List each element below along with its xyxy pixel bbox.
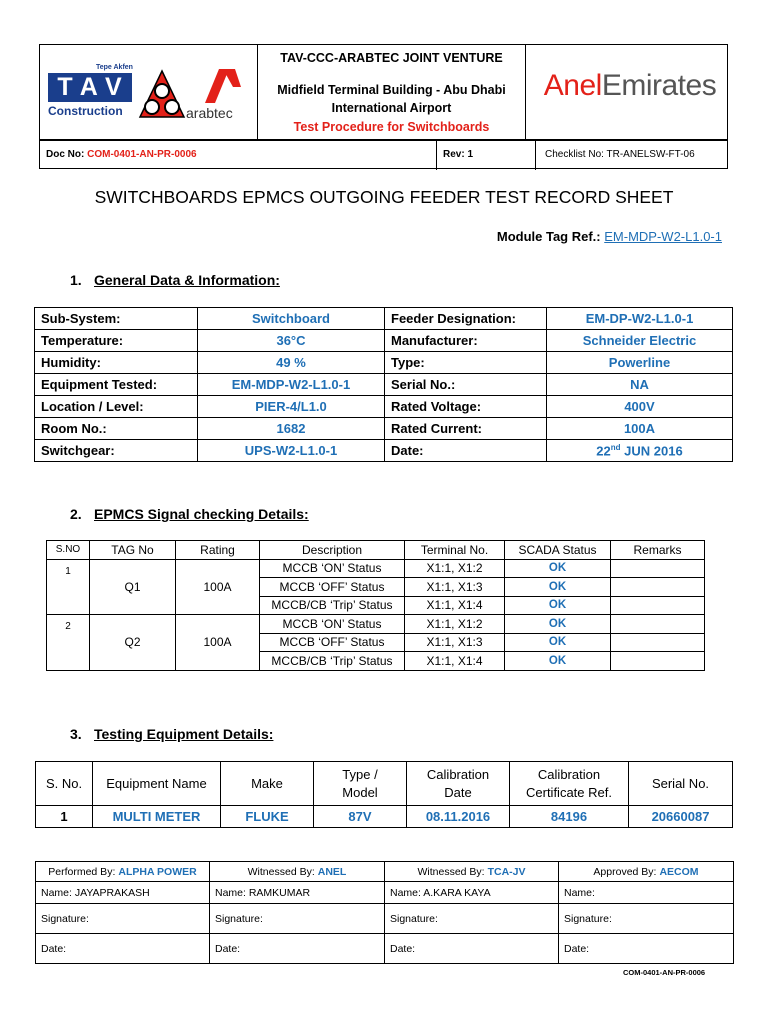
column-header — [221, 762, 314, 806]
column-header-line1: S. No. — [45, 775, 83, 791]
field-label: Rated Current: — [385, 418, 547, 440]
signoff-party: ANEL — [317, 865, 347, 878]
tag-cell: Q1 — [90, 559, 176, 615]
general-data-row — [35, 330, 733, 352]
column-header-line2: Model — [342, 784, 378, 800]
signal-row — [47, 559, 705, 578]
column-header: S.NO — [47, 541, 90, 560]
doc-number-value: COM-0401-AN-PR-0006 — [87, 149, 197, 160]
section-1-heading — [70, 272, 280, 288]
column-header — [629, 762, 733, 806]
field-label: Location / Level: — [35, 396, 198, 418]
equipment-row — [36, 806, 733, 828]
field-label: Humidity: — [35, 352, 198, 374]
column-header — [510, 762, 629, 806]
arabtec-logo-text: arabtec — [186, 105, 233, 121]
description-cell: MCCB ‘OFF’ Status — [260, 578, 405, 597]
signal-row — [47, 615, 705, 634]
field-value: 100A — [547, 418, 733, 440]
general-data-row — [35, 374, 733, 396]
field-value: EM-DP-W2-L1.0-1 — [547, 308, 733, 330]
scada-status-cell: OK — [505, 596, 611, 615]
terminal-cell: X1:1, X1:2 — [405, 559, 505, 578]
general-data-row — [35, 440, 733, 462]
terminal-cell: X1:1, X1:3 — [405, 578, 505, 597]
signature-field: Signature: — [559, 904, 734, 934]
module-tag-value: EM-MDP-W2-L1.0-1 — [604, 229, 722, 244]
date-field: Date: — [36, 934, 210, 964]
column-header-line1: Calibration — [426, 766, 490, 782]
signature-field: Signature: — [385, 904, 559, 934]
equipment-table-header — [36, 762, 733, 806]
equipment-cell: 87V — [314, 806, 407, 828]
tag-cell: Q2 — [90, 615, 176, 671]
procedure-title: Test Procedure for Switchboards — [293, 120, 490, 134]
column-header — [314, 762, 407, 806]
date-day: 22 — [596, 443, 611, 459]
section-3-heading — [70, 726, 273, 742]
date-field: Date: — [210, 934, 385, 964]
column-header-line1: Make — [251, 775, 283, 791]
field-value: 36°C — [198, 330, 385, 352]
project-line-1: Midfield Terminal Building - Abu Dhabi — [277, 83, 506, 97]
signoff-role-label: Witnessed By: — [247, 865, 315, 878]
field-value: EM-MDP-W2-L1.0-1 — [198, 374, 385, 396]
general-data-row — [35, 352, 733, 374]
rating-cell: 100A — [176, 559, 260, 615]
general-data-row — [35, 308, 733, 330]
field-value: 49 % — [198, 352, 385, 374]
arabtec-logo-icon — [201, 65, 243, 105]
column-header — [93, 762, 221, 806]
jv-title: TAV-CCC-ARABTEC JOINT VENTURE — [280, 51, 503, 65]
field-value: Switchboard — [198, 308, 385, 330]
scada-status-cell: OK — [505, 652, 611, 671]
terminal-cell: X1:1, X1:2 — [405, 615, 505, 634]
section-2-heading — [70, 506, 309, 522]
equipment-cell: 08.11.2016 — [407, 806, 510, 828]
equipment-cell: 84196 — [510, 806, 629, 828]
column-header — [36, 762, 93, 806]
description-cell: MCCB ‘ON’ Status — [260, 559, 405, 578]
module-tag-label: Module Tag Ref.: — [496, 229, 601, 244]
remarks-cell — [611, 578, 705, 597]
field-value: NA — [547, 374, 733, 396]
emirates-logo-part: Emirates — [601, 69, 717, 102]
scada-status-cell: OK — [505, 615, 611, 634]
field-value: PIER-4/L1.0 — [198, 396, 385, 418]
field-label: Date: — [385, 440, 547, 462]
rating-cell: 100A — [176, 615, 260, 671]
field-label: Temperature: — [35, 330, 198, 352]
field-value: 1682 — [198, 418, 385, 440]
signoff-role — [559, 862, 734, 882]
equipment-cell: 1 — [36, 806, 93, 828]
scada-status-cell: OK — [505, 578, 611, 597]
column-header-line1: Type / — [342, 766, 378, 782]
field-label: Room No.: — [35, 418, 198, 440]
section-2-title: EPMCS Signal checking Details: — [94, 506, 309, 522]
scada-status-cell: OK — [505, 559, 611, 578]
column-header: Rating — [176, 541, 260, 560]
signoff-party: TCA-JV — [487, 865, 526, 878]
column-header-line1: Serial No. — [651, 775, 710, 791]
general-data-row — [35, 396, 733, 418]
equipment-cell: MULTI METER — [93, 806, 221, 828]
signoff-date-row — [36, 934, 734, 964]
signoff-role-label: Performed By: — [48, 865, 116, 878]
column-header: Remarks — [611, 541, 705, 560]
general-data-row — [35, 418, 733, 440]
date-field: Date: — [385, 934, 559, 964]
field-label: Serial No.: — [385, 374, 547, 396]
column-header-line1: Equipment Name — [106, 775, 207, 791]
field-value: Schneider Electric — [547, 330, 733, 352]
testing-equipment-table — [35, 761, 733, 828]
field-label: Switchgear: — [35, 440, 198, 462]
signoff-party: AECOM — [659, 865, 699, 878]
equipment-cell: 20660087 — [629, 806, 733, 828]
footer-doc-ref: COM-0401-AN-PR-0006 — [623, 968, 706, 977]
section-2-number: 2. — [70, 506, 82, 522]
section-3-title: Testing Equipment Details: — [94, 726, 274, 742]
terminal-cell: X1:1, X1:4 — [405, 596, 505, 615]
anel-emirates-logo — [532, 69, 728, 103]
signoff-name: Name: A.KARA KAYA — [385, 882, 559, 904]
field-label: Feeder Designation: — [385, 308, 547, 330]
tav-arabtec-logo — [46, 63, 251, 125]
signoff-role — [210, 862, 385, 882]
description-cell: MCCB ‘OFF’ Status — [260, 633, 405, 652]
date-field: Date: — [559, 934, 734, 964]
column-header-line2: Date — [444, 784, 472, 800]
ccc-logo-icon — [138, 69, 186, 119]
description-cell: MCCB ‘ON’ Status — [260, 615, 405, 634]
terminal-cell: X1:1, X1:3 — [405, 633, 505, 652]
signature-field: Signature: — [210, 904, 385, 934]
column-header: Description — [260, 541, 405, 560]
project-line-2: International Airport — [331, 101, 452, 115]
date-value — [547, 440, 733, 462]
field-value: Powerline — [547, 352, 733, 374]
column-header-line1: Calibration — [537, 766, 601, 782]
description-cell: MCCB/CB ‘Trip’ Status — [260, 652, 405, 671]
column-header — [407, 762, 510, 806]
field-label: Type: — [385, 352, 547, 374]
column-header: SCADA Status — [505, 541, 611, 560]
signoff-role-label: Witnessed By: — [417, 865, 485, 878]
remarks-cell — [611, 652, 705, 671]
remarks-cell — [611, 596, 705, 615]
doc-number-label: Doc No: — [46, 149, 85, 160]
field-label: Sub-System: — [35, 308, 198, 330]
remarks-cell — [611, 559, 705, 578]
signature-field: Signature: — [36, 904, 210, 934]
description-cell: MCCB/CB ‘Trip’ Status — [260, 596, 405, 615]
signoff-table — [35, 861, 734, 964]
signoff-signature-row — [36, 904, 734, 934]
signoff-party: ALPHA POWER — [118, 865, 197, 878]
signoff-name: Name: — [559, 882, 734, 904]
signoff-name: Name: JAYAPRAKASH — [36, 882, 210, 904]
sno-cell: 2 — [47, 615, 90, 671]
general-data-table — [34, 307, 733, 462]
field-value: UPS-W2-L1.0-1 — [198, 440, 385, 462]
terminal-cell: X1:1, X1:4 — [405, 652, 505, 671]
anel-logo-part: Anel — [543, 69, 602, 102]
signal-table-header — [47, 541, 705, 560]
module-tag — [497, 229, 722, 244]
column-header-line2: Certificate Ref. — [526, 784, 612, 800]
remarks-cell — [611, 615, 705, 634]
signoff-role — [36, 862, 210, 882]
section-3-number: 3. — [70, 726, 82, 742]
signal-checking-table — [46, 540, 705, 671]
checklist-number: Checklist No: TR-ANELSW-FT-06 — [545, 149, 695, 160]
tav-logo: TAV — [48, 73, 132, 102]
date-rest: JUN 2016 — [620, 443, 683, 459]
tav-logo-tagline: Tepe Akfen — [96, 64, 133, 71]
field-label: Rated Voltage: — [385, 396, 547, 418]
section-1-number: 1. — [70, 272, 82, 288]
equipment-cell: FLUKE — [221, 806, 314, 828]
signoff-role — [385, 862, 559, 882]
scada-status-cell: OK — [505, 633, 611, 652]
document-header — [39, 44, 728, 169]
signoff-name-row — [36, 882, 734, 904]
sno-cell: 1 — [47, 559, 90, 615]
column-header: TAG No — [90, 541, 176, 560]
column-header: Terminal No. — [405, 541, 505, 560]
tav-logo-construction: Construction — [48, 104, 123, 118]
field-label: Manufacturer: — [385, 330, 547, 352]
revision: Rev: 1 — [443, 149, 474, 160]
field-label: Equipment Tested: — [35, 374, 198, 396]
doc-number — [46, 149, 197, 160]
signoff-role-label: Approved By: — [593, 865, 657, 878]
signoff-name: Name: RAMKUMAR — [210, 882, 385, 904]
section-1-title: General Data & Information: — [94, 272, 280, 288]
field-value: 400V — [547, 396, 733, 418]
signoff-header — [36, 862, 734, 882]
date-suffix: nd — [610, 442, 621, 452]
page-title: SWITCHBOARDS EPMCS OUTGOING FEEDER TEST RECORD SHEET — [94, 187, 674, 207]
remarks-cell — [611, 633, 705, 652]
